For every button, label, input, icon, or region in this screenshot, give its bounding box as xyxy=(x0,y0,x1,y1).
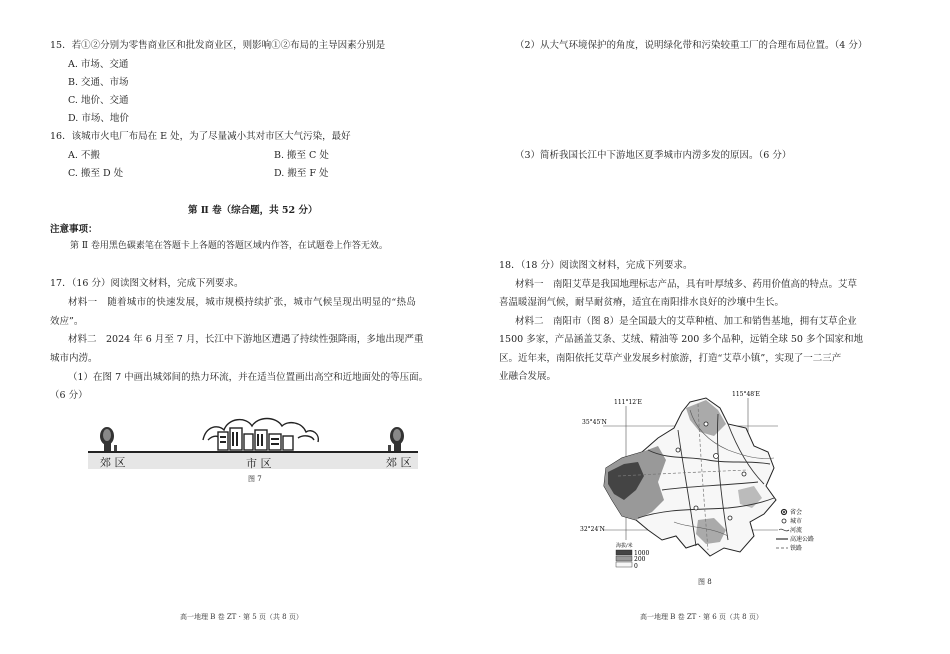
left-page-footer: 高一地理 B 卷 ZT · 第 5 页（共 8 页） xyxy=(180,613,303,621)
ground-line xyxy=(88,451,418,453)
q16-option-d: D. 搬至 F 处 xyxy=(274,168,329,179)
elevation-swatch-mid xyxy=(616,556,632,561)
figure-8-map xyxy=(578,390,828,575)
q17-head: 17．（16 分）阅读图文材料，完成下列要求。 xyxy=(50,278,244,289)
q18-material-2-line-1: 材料二 南阳市（图 8）是全国最大的艾草种植、加工和销售基地，拥有艾草企业 xyxy=(515,316,857,327)
left-tree-icon xyxy=(100,427,117,451)
map-legend xyxy=(776,508,814,552)
elevation-swatch-high xyxy=(616,550,632,555)
q18-material-1-line-1: 材料一 南阳艾草是我国地理标志产品，具有叶厚绒多、药用价值高的特点。艾草 xyxy=(515,279,858,290)
q18-material-1-line-2: 喜温暖湿润气候，耐旱耐贫瘠，适宜在南阳排水良好的沙壤中生长。 xyxy=(499,297,785,308)
figure-7-caption: 图 7 xyxy=(248,475,262,483)
q15-option-b: B. 交通、市场 xyxy=(68,77,129,88)
city-skyline-icon xyxy=(203,419,318,451)
lat-top-label: 35°45′N xyxy=(582,419,607,426)
figure-8-caption: 图 8 xyxy=(698,578,712,586)
q18-head: 18．（18 分）阅读图文材料，完成下列要求。 xyxy=(499,260,693,271)
elevation-swatch-low xyxy=(616,562,632,567)
legend-city: 城市 xyxy=(790,518,803,525)
q16-option-a: A. 不搬 xyxy=(68,150,100,161)
right-tree-icon xyxy=(388,427,404,451)
q15-option-a: A. 市场、交通 xyxy=(68,59,129,70)
q16-option-c: C. 搬至 D 处 xyxy=(68,168,124,179)
legend-river-icon xyxy=(779,529,789,531)
q17-part-1-line-2: （6 分） xyxy=(50,390,88,401)
suburb-right-label: 郊 区 xyxy=(386,456,412,469)
q17-part-3: （3）简析我国长江中下游地区夏季城市内涝多发的原因。（6 分） xyxy=(515,150,792,161)
legend-highway: 高速公路 xyxy=(790,536,815,543)
lat-bottom-label: 32°24′N xyxy=(580,526,605,533)
q16-option-b: B. 搬至 C 处 xyxy=(274,150,329,161)
elevation-value-low: 0 xyxy=(634,563,638,570)
q17-material-1-line-1: 材料一 随着城市的快速发展，城市规模持续扩张，城市气候呈现出明显的“热岛 xyxy=(68,297,417,308)
elevation-legend-title: 海拔/米 xyxy=(616,543,633,549)
section-title: 第 Ⅱ 卷（综合题，共 52 分） xyxy=(188,205,318,216)
q17-material-1-line-2: 效应”。 xyxy=(50,316,84,327)
q17-material-2-line-2: 城市内涝。 xyxy=(50,353,98,364)
city-label: 市 区 xyxy=(246,457,272,470)
q17-part-2: （2）从大气环境保护的角度，说明绿化带和污染较重工厂的合理布局位置。（4 分） xyxy=(515,40,868,51)
elevation-value-high: 1000 xyxy=(634,550,650,557)
legend-railway: 铁路 xyxy=(790,545,803,552)
legend-river: 河流 xyxy=(790,527,803,534)
q18-material-2-line-3: 区。近年来，南阳依托艾草产业发展乡村旅游，打造“艾草小镇”，实现了一二三产 xyxy=(499,353,842,364)
figure-8-drawing xyxy=(578,390,828,575)
q18-material-2-line-2: 1500 多家，产品涵盖艾条、艾绒、精油等 200 多个品种，远销全球 50 多个国家和地 xyxy=(499,334,863,345)
suburb-left-label: 郊 区 xyxy=(100,456,126,469)
q17-material-2-line-1: 材料二 2024 年 6 月至 7 月，长江中下游地区遭遇了持续性强降雨，多地出现严重 xyxy=(68,334,424,345)
q15-option-d: D. 市场、地价 xyxy=(68,113,129,124)
notice-title: 注意事项： xyxy=(50,224,98,235)
q15-stem: 15．若①②分别为零售商业区和批发商业区，则影响①②布局的主导因素分别是 xyxy=(50,40,386,51)
figure-7-drawing xyxy=(88,412,428,472)
notice-text: 第 Ⅱ 卷用黑色碳素笔在答题卡上各题的答题区域内作答，在试题卷上作答无效。 xyxy=(70,241,388,251)
elevation-value-mid: 200 xyxy=(634,556,646,563)
q16-stem: 16．该城市火电厂布局在 E 处，为了尽量减小其对市区大气污染，最好 xyxy=(50,131,351,142)
q18-material-2-line-4: 业融合发展。 xyxy=(499,371,557,382)
legend-capital: 省会 xyxy=(790,509,803,516)
elevation-legend xyxy=(616,542,649,570)
figure-7 xyxy=(88,412,428,472)
lon-left-label: 111°12′E xyxy=(614,399,642,406)
lon-right-label: 115°48′E xyxy=(732,391,760,398)
q15-option-c: C. 地价、交通 xyxy=(68,95,129,106)
legend-city-icon xyxy=(782,519,786,523)
right-page-footer: 高一地理 B 卷 ZT · 第 6 页（共 8 页） xyxy=(640,613,763,621)
q17-part-1-line-1: （1）在图 7 中画出城郊间的热力环流，并在适当位置画出高空和近地面处的等压面。 xyxy=(68,372,429,383)
